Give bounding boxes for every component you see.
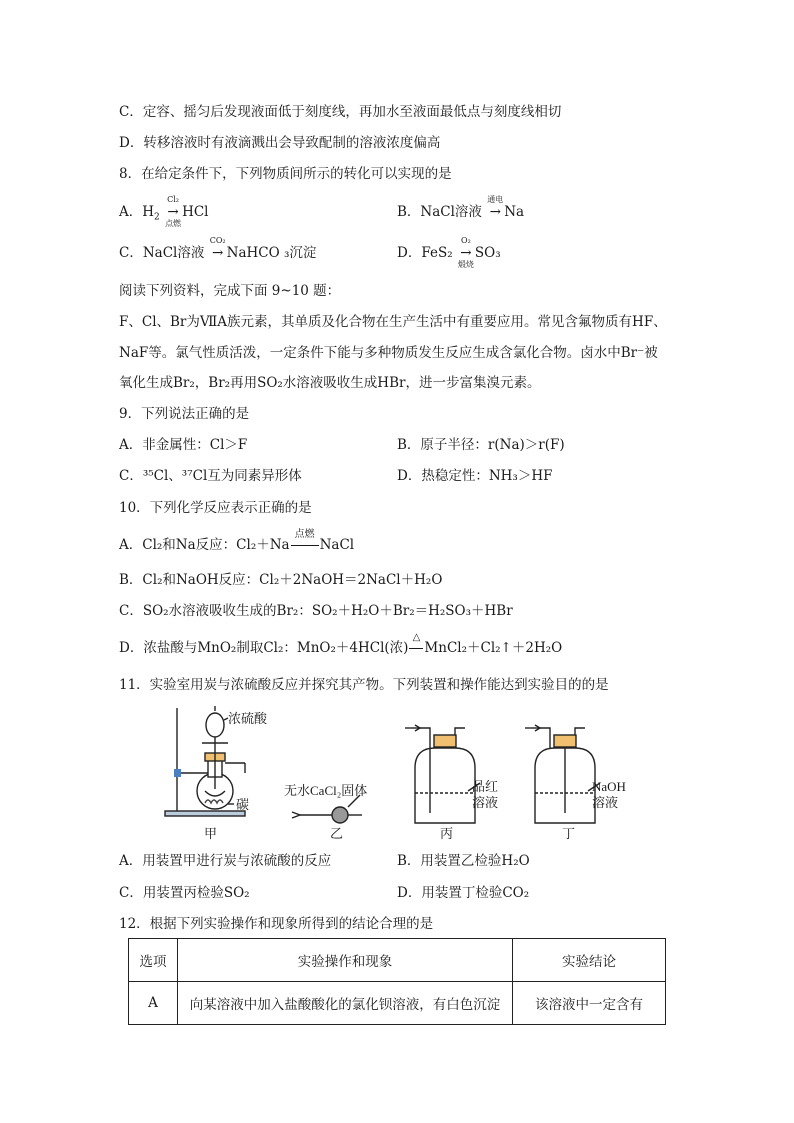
stand-base: [165, 811, 245, 816]
label-cacl2: 无水CaCl₂固体: [284, 783, 368, 798]
q11-stem: 11．实验室用炭与浓硫酸反应并探究其产物。下列装置和操作能达到实验目的的是: [119, 677, 609, 693]
q8-option-c: C．NaCl溶液 CO₂ →NaHCO ₃沉淀: [119, 236, 317, 261]
label-bing: 丙: [440, 826, 454, 841]
q8-a-arrow: Cl₂ → 点燃: [165, 195, 182, 228]
drying-tube-bulb: [332, 807, 348, 823]
q9-option-d: D．热稳定性：NH₃＞HF: [397, 468, 553, 484]
q10-option-d: D．浓盐酸与MnO₂制取Cl₂：MnO₂＋4HCl(浓) △ MnCl₂＋Cl₂↑＋2H₂O: [119, 632, 563, 656]
reading-para-line2: NaF等。氯气性质活泼，一定条件下能与多种物质发生反应生成含氯化合物。卤水中Br⁻被: [119, 345, 658, 361]
cell-option: A: [129, 982, 178, 1025]
cell-operation: 向某溶液中加入盐酸酸化的氯化钡溶液，有白色沉淀: [178, 982, 513, 1025]
label-pinhong-solution: 溶液: [472, 795, 499, 810]
label-ding: 丁: [562, 826, 576, 841]
q11-option-b: B．用装置乙检验H₂O: [397, 853, 530, 869]
q10-stem: 10．下列化学反应表示正确的是: [119, 500, 312, 516]
reading-para-line3: 氧化生成Br₂，Br₂再用SO₂水溶液吸收生成HBr，进一步富集溴元素。: [119, 375, 541, 391]
q7-option-d: D．转移溶液时有液滴溅出会导致配制的溶液浓度偏高: [119, 135, 441, 151]
q8-option-b: B．NaCl溶液 通电 →Na: [397, 195, 525, 220]
q7-option-c: C．定容、摇匀后发现液面低于刻度线，再加水至液面最低点与刻度线相切: [119, 104, 562, 120]
col-operation: 实验操作和现象: [178, 939, 513, 982]
label-conc-sulfuric-acid: 浓硫酸: [228, 711, 268, 726]
q12-stem: 12．根据下列实验操作和现象所得到的结论合理的是: [119, 916, 434, 932]
stand-clamp: [174, 769, 181, 777]
col-option: 选项: [129, 939, 178, 982]
label-carbon: 碳: [236, 797, 250, 812]
q8-b-arrow: 通电 →: [487, 195, 504, 220]
label-jia: 甲: [204, 826, 218, 841]
q8-option-d: D．FeS₂ O₂ → 煅烧 SO₃: [397, 236, 501, 269]
q11-option-d: D．用装置丁检验CO₂: [397, 885, 530, 901]
q9-option-a: A．非金属性：Cl＞F: [119, 437, 248, 453]
q11-option-c: C．用装置丙检验SO₂: [119, 885, 250, 901]
q10-option-c: C．SO₂水溶液吸收生成的Br₂：SO₂＋H₂O＋Br₂＝H₂SO₃＋HBr: [119, 603, 513, 619]
q11-option-a: A．用装置甲进行炭与浓硫酸的反应: [119, 853, 332, 869]
q12-table: [128, 938, 666, 1025]
gas-bottle-c: [415, 748, 475, 823]
q9-option-b: B．原子半径：r(Na)＞r(F): [397, 437, 565, 453]
bottle-c-stopper: [434, 735, 456, 747]
label-yi: 乙: [330, 826, 344, 841]
q9-stem: 9．下列说法正确的是: [119, 406, 250, 422]
cell-conclusion: 该溶液中一定含有: [513, 982, 666, 1025]
q8-stem: 8．在给定条件下，下列物质间所示的转化可以实现的是: [119, 166, 452, 182]
q8-option-a: A．$H_2$ Cl₂ → 点燃 HCl: [119, 195, 209, 228]
q10-option-b: B．Cl₂和NaOH反应：Cl₂＋2NaOH＝2NaCl＋H₂O: [119, 572, 443, 588]
label-naoh: NaOH: [592, 779, 626, 794]
reading-para-line1: F、Cl、Br为ⅦA族元素，其单质及化合物在生产生活中有重要应用。常见含氟物质有HF、: [119, 314, 667, 330]
table-header-row: [129, 939, 666, 982]
apparatus-figure: [150, 703, 670, 843]
bottle-d-stopper: [554, 735, 576, 747]
reading-intro: 阅读下列资料，完成下面 9~10 题：: [119, 283, 341, 299]
dropping-funnel: [206, 713, 224, 737]
q9-option-c: C．³⁵Cl、³⁷Cl互为同素异形体: [119, 468, 302, 484]
label-pinhong: 品红: [472, 779, 499, 794]
q10-a-condition: 点燃: [290, 536, 320, 554]
q10-d-condition: △: [408, 639, 424, 657]
col-conclusion: 实验结论: [513, 939, 666, 982]
label-naoh-solution: 溶液: [592, 795, 619, 810]
table-row: [129, 982, 666, 1025]
q10-option-a: A．Cl₂和Na反应：Cl₂＋Na 点燃 NaCl: [119, 529, 355, 553]
q8-d-arrow: O₂ → 煅烧: [457, 236, 474, 269]
q8-c-arrow: CO₂ →: [209, 236, 226, 261]
